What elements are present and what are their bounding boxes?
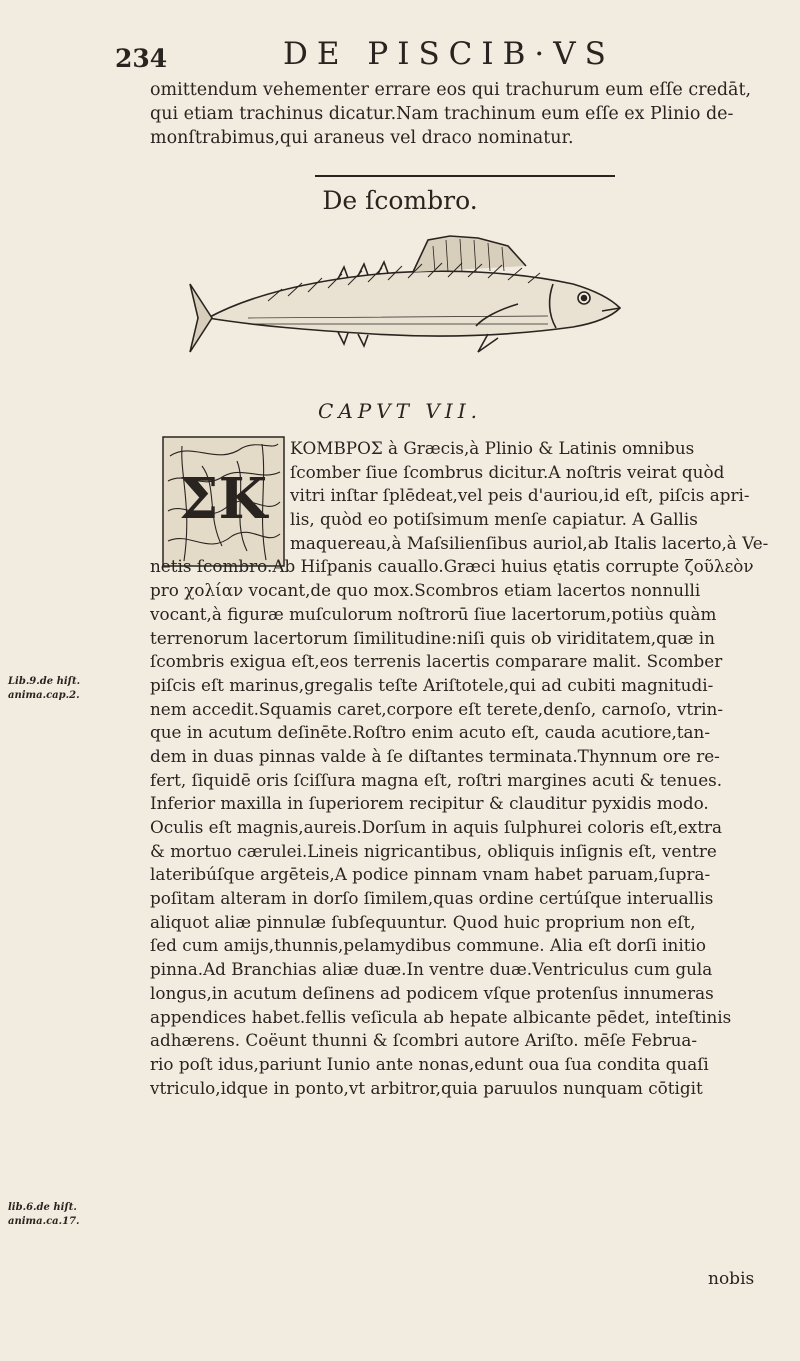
text-line: ΚΟΜΒΡΟΣ à Græcis,à Plinio & Latinis omnibus (290, 438, 695, 458)
text-line: vtriculo,idque in ponto,vt arbitror,quia paruulos nunquam cōtigit (150, 1077, 703, 1098)
preceding-paragraph (150, 78, 770, 150)
text-line: Oculis eſt magnis,aureis.Dorſum in aquis ſulphurei coloris eſt,extra (150, 817, 723, 837)
text-line: pro χολίαν vocant,de quo mox.Scombros etiam lacertos nonnulli (150, 580, 701, 601)
text-line: Inferior maxilla in ſuperiorem recipitur & clauditur pyxidis modo. (150, 793, 709, 814)
text-line: monſtrabimus,qui araneus vel draco nominatur. (150, 128, 574, 148)
text-line: nem accedit.Squamis caret,corpore eſt terete,denſo, carnoſo, vtrin- (150, 698, 724, 719)
text-line: pinna.Ad Branchias aliæ duæ.In ventre duæ.Ventriculus cum gula (150, 959, 713, 980)
text-line: adhærens. Coëunt thunni & ſcombri autore Ariſto. mēſe Februa- (150, 1030, 698, 1051)
section-title: De ſcombro. (322, 186, 478, 215)
text-line: & mortuo cærulei.Lineis nigricantibus, obliquis inſignis eſt, ventre (150, 840, 717, 861)
svg-text:ΣΚ: ΣΚ (178, 466, 268, 532)
text-line: ſcombris exigua eſt,eos terrenis lacertis comparare malit. Scomber (150, 651, 723, 672)
mackerel-woodcut-illustration (188, 226, 628, 366)
marginal-note: lib.6.de hiſt. anima.ca.17. (8, 1202, 80, 1227)
text-line: dem in duas pinnas valde à ſe diſtantes terminata.Thynnum ore re- (150, 745, 720, 766)
section-divider (315, 175, 615, 177)
text-line: vitri inſtar ſplēdeat,vel peis d'auriou,id eſt, piſcis apri- (290, 485, 750, 506)
text-line: poſitam alteram in dorſo ſimilem,quas ordine certúſque interuallis (150, 888, 714, 909)
catchword: nobis (708, 1269, 755, 1289)
text-line: rio poſt idus,pariunt Iunio ante nonas,edunt oua ſua condita quaſi (150, 1053, 709, 1074)
chapter-body-text (150, 437, 780, 1100)
text-line: lis, quòd eo potiſsimum menſe capiatur. A Gallis (290, 509, 698, 530)
text-line: netis ſcombro.Ab Hiſpanis cauallo.Græci huius ętatis corrupte ζοῦλεὸν (150, 556, 754, 577)
text-line: fert, ſiquidē oris ſciſſura magna eſt, roſtri margines acuti & tenues. (150, 769, 723, 790)
marginal-note: Lib.9.de hiſt. anima.cap.2. (8, 676, 81, 701)
text-line: maquereau,à Maſsilienſibus auriol,ab Italis lacerto,à Ve- (290, 532, 769, 553)
text-line: piſcis eſt marinus,gregalis teſte Ariſtotele,qui ad cubiti magnitudi- (150, 674, 714, 695)
text-line: ſcomber ſiue ſcombrus dicitur.A noſtris veirat quòd (290, 461, 725, 482)
text-line: appendices habet.fellis veſicula ab hepate albicante pēdet, inteſtinis (150, 1006, 732, 1027)
text-line: ſed cum amijs,thunnis,pelamydibus commune. Alia eſt dorſi initio (150, 935, 706, 956)
text-line: vocant,à figuræ muſculorum noſtrorū ſiue lacertorum,potiùs quàm (150, 603, 717, 624)
text-line: qui etiam trachinus dicatur.Nam trachinum eum eſſe ex Plinio de- (150, 104, 734, 124)
text-line: omittendum vehementer errare eos qui trachurum eum eſſe credāt, (150, 80, 752, 100)
text-line: longus,in acutum deſinens ad podicem vſque protenſus innumeras (150, 982, 714, 1003)
text-line: que in acutum deſinēte.Roſtro enim acuto eſt, cauda acutiore,tan- (150, 722, 711, 743)
text-line: terrenorum lacertorum ſimilitudine:niſi quis ob viriditatem,quæ in (150, 627, 715, 648)
page-number: 234 (115, 44, 168, 73)
text-line: aliquot aliæ pinnulæ ſubſequuntur. Quod huic proprium non eſt, (150, 911, 696, 932)
running-head: DE PISCIB·VS (283, 36, 615, 72)
chapter-heading: CAPVT VII. (318, 399, 482, 423)
text-line: lateribúſque argēteis,A podice pinnam vnam habet paruam,ſupra- (150, 864, 711, 885)
